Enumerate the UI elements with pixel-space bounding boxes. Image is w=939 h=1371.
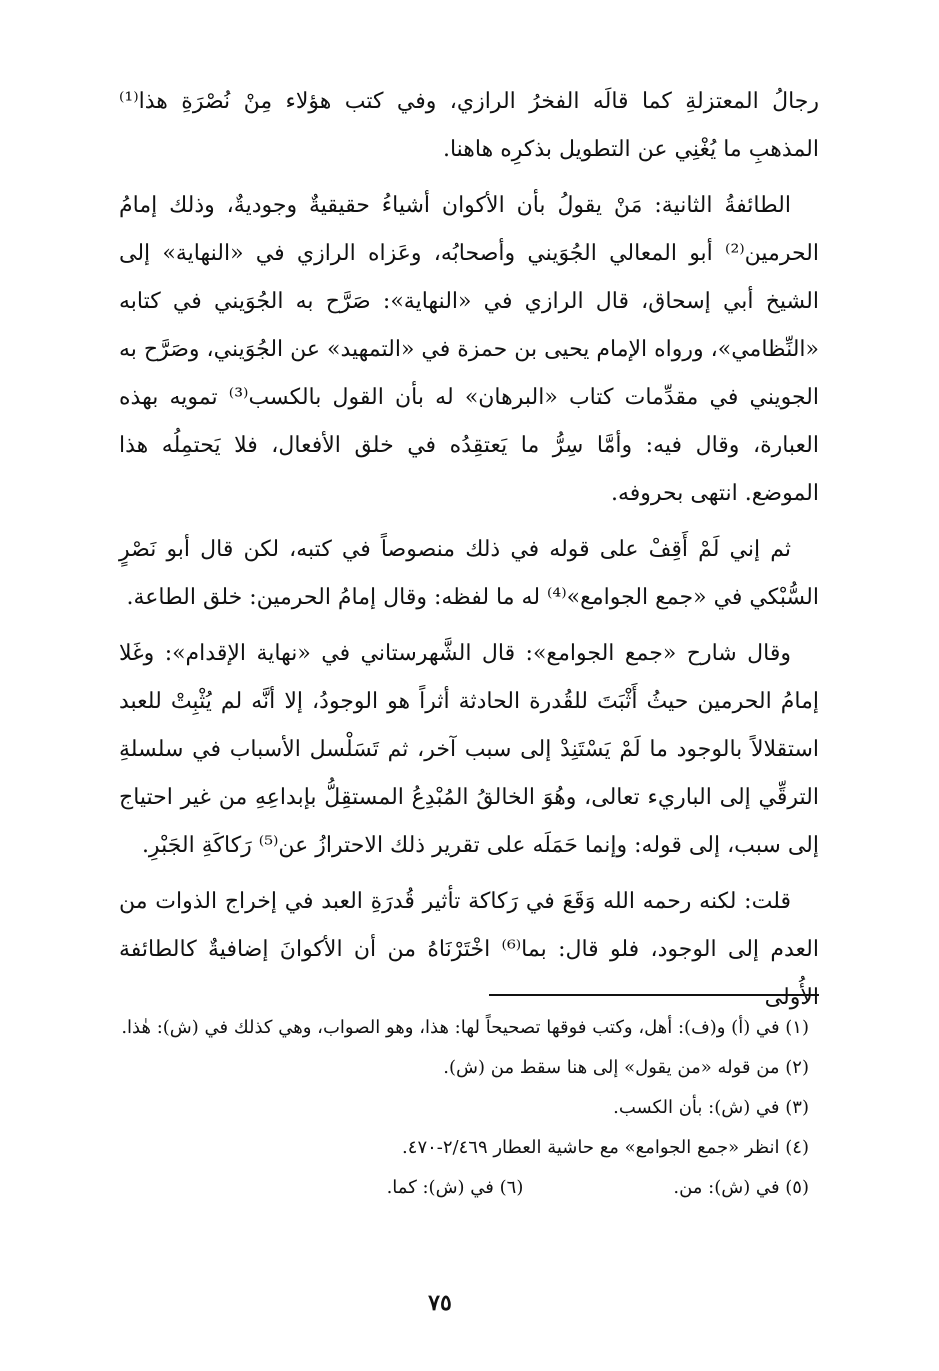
footnote-5: (٥) في (ش): من.: [673, 1177, 809, 1198]
paragraph-4: وقال شارح «جمع الجوامع»: قال الشَّهرستاني في «نهاية الإقدام»: وغَلا إمامُ الحرمين حيثُ أَثْبَتَ للقُدرة الحادثة أثراً هو الوجودُ، إلا أنَّه لم يُثْبِتْ للعبد استقلالاً بالوجود ما لَمْ يَسْتَنِدْ إلى سبب آخر، ثم تَسَلْسل الأسباب في سلسلةِ الترقِّي إلى الباريء تعالى، وهُوَ الخالقُ المُبْدِعُ المستقِلُّ بإبداعِهِ من غير احتياج إلى سبب، إلى قوله: وإنما حَمَلَه على تقرير ذلك الاحترازُ عن⁽⁵⁾ رَكاكَةِ الجَبْرِ.: [119, 641, 819, 858]
footnote-4: (٤) انظر «جمع الجوامع» مع حاشية العطار ٢/٤٦٩-٤٧٠.: [402, 1137, 809, 1158]
paragraph-3: ثم إني لَمْ أَقِفْ على قوله في ذلك منصوصاً في كتبه، لكن قال أبو نَصْرٍ السُّبْكي في «جمع الجوامع»⁽⁴⁾ له ما لفظه: وقال إمامُ الحرمين: خلق الطاعة.: [119, 537, 819, 610]
paragraph-1: رجالُ المعتزلةِ كما قالَه الفخرُ الرازي، وفي كتب هؤلاء مِنْ نُصْرَةِ هذا⁽¹⁾ المذهبِ ما يُغْنِي عن التطويل بذكرِه هاهنا.: [119, 89, 819, 162]
paragraph-2: الطائفةُ الثانية: مَنْ يقولُ بأن الأكوان أشياءُ حقيقيةٌ وجوديةٌ، وذلك إمامُ الحرمين⁽²⁾ أبو المعالي الجُوَيني وأصحابُه، وعَزاه الرازي في «النهاية» إلى الشيخ أبي إسحاق، قال الرازي في «النهاية»: صَرَّح به الجُوَيني في كتابه «النِّظامي»، ورواه الإمام يحيى بن حمزة في «التمهيد» عن الجُوَيني، وصَرَّح به الجويني في مقدِّمات كتاب «البرهان» له بأن القول بالكسب⁽³⁾ تمويه بهذه العبارة، وقال فيه: وأمَّا سِرُّ ما يَعتقِدُه في خلق الأفعال، فلا يَحتمِلُه هذا الموضع. انتهى بحروفه.: [119, 193, 819, 506]
footnote-2: (٢) من قوله «من يقول» إلى هنا سقط من (ش).: [443, 1057, 809, 1078]
footnote-divider: [489, 994, 819, 996]
footnote-row: [119, 1168, 809, 1208]
footnotes: [119, 1008, 809, 1208]
main-text: [119, 78, 819, 1030]
footnote-3: (٣) في (ش): بأن الكسب.: [613, 1097, 809, 1118]
page-number: ٧٥: [428, 1290, 452, 1316]
footnote-1: (١) في (أ) و(ف): أهل، وكتب فوقها تصحيحاً لها: هذا، وهو الصواب، وهي كذلك في (ش): هٰذا.: [121, 1017, 809, 1038]
footnote-6: (٦) في (ش): كما.: [386, 1177, 524, 1198]
paragraph-5: قلت: لكنه رحمه الله وَقَعَ في رَكاكة تأثير قُدرَةِ العبد في إخراج الذوات من العدم إلى الوجود، فلو قال: بما⁽⁶⁾ اخْتَرْنَاهُ من أن الأكوانَ إضافيةٌ كالطائفة الأُولى: [119, 889, 819, 1010]
